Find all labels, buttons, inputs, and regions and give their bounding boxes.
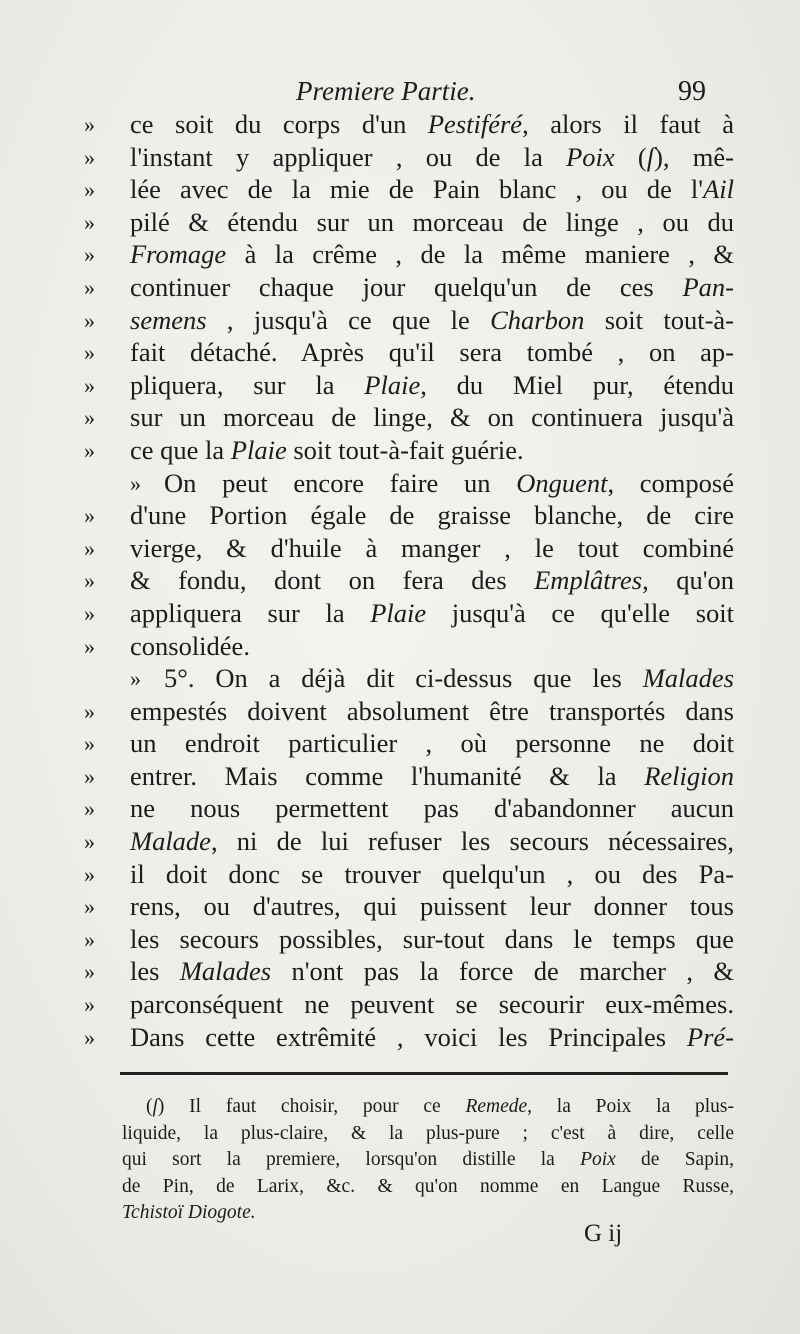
text-line: [84, 108, 734, 141]
italic-text: ſ: [152, 1096, 158, 1117]
text-line: [84, 564, 734, 597]
text-segment: fait détaché. Après qu'il sera tombé , on ap-: [130, 337, 734, 368]
text-segment: l'instant y appliquer , ou de la: [130, 141, 567, 172]
line-text: [130, 173, 734, 206]
line-text: [130, 597, 734, 630]
italic-text: Poix: [566, 141, 615, 172]
quote-mark: »: [84, 307, 95, 333]
quote-mark: »: [84, 796, 95, 822]
page-number: 99: [678, 76, 706, 107]
text-segment: , composé: [607, 467, 734, 498]
text-segment: ne nous permettent pas d'abandonner aucun: [130, 793, 734, 824]
line-text: [130, 271, 734, 304]
quote-mark: »: [84, 763, 95, 789]
italic-text: Malades: [642, 663, 734, 694]
footnote-line: [122, 1174, 734, 1201]
text-segment: , jusqu'à ce que le: [206, 304, 491, 335]
text-line: [84, 955, 734, 988]
quote-mark: »: [84, 894, 95, 920]
text-segment: vierge, & d'huile à manger , le tout combiné: [130, 532, 734, 563]
text-segment: soit tout-à-fait guérie.: [286, 434, 524, 465]
italic-text: Religion: [644, 760, 734, 791]
quote-mark: »: [84, 209, 95, 235]
text-line: [84, 434, 734, 467]
text-segment: ce soit du corps d'un: [130, 109, 428, 139]
text-segment: entrer. Mais comme l'humanité & la: [130, 760, 645, 791]
text-line: [84, 369, 734, 402]
text-segment: parconséquent ne peuvent se secourir eux-mêmes.: [130, 989, 734, 1020]
italic-text: Emplâtres: [534, 565, 643, 596]
line-text: [130, 401, 734, 434]
quote-mark: »: [84, 274, 95, 300]
line-text: [130, 727, 734, 760]
italic-text: Poix: [580, 1149, 616, 1170]
text-segment: à la crême , de la même maniere , &: [226, 239, 734, 270]
text-segment: ce que la: [130, 434, 231, 465]
line-text: [130, 890, 734, 923]
italic-text: Charbon: [490, 304, 585, 335]
line-text: [130, 760, 734, 793]
quote-mark: »: [84, 405, 95, 431]
text-segment: de Pin, de Larix, &c. & qu'on nomme en Langue Russe,: [122, 1175, 734, 1197]
italic-text: semens: [130, 304, 207, 335]
quote-mark: »: [84, 829, 95, 855]
text-segment: pliquera, sur la: [130, 369, 365, 400]
line-text: [130, 532, 734, 565]
quote-mark: »: [84, 1024, 95, 1050]
text-segment: ) Il faut choisir, pour ce: [157, 1096, 466, 1117]
text-segment: pilé & étendu sur un morceau de linge , ou du: [130, 206, 734, 237]
text-segment: lée avec de la mie de Pain blanc , ou de l': [130, 174, 704, 205]
quote-mark: »: [84, 340, 95, 366]
text-segment: appliquera sur la: [130, 597, 371, 628]
text-segment: un endroit particulier , où personne ne doit: [130, 728, 734, 759]
text-segment: continuer chaque jour quelqu'un de ces: [130, 271, 683, 302]
line-text: [130, 141, 734, 174]
italic-text: Fromage: [130, 239, 227, 270]
line-text: [130, 369, 734, 402]
line-text: [130, 858, 734, 891]
italic-text: Onguent: [516, 467, 608, 498]
italic-text: Plaie: [230, 434, 287, 465]
text-segment: On peut encore faire un: [164, 467, 517, 498]
text-segment: , ni de lui refuser les secours nécessaires,: [210, 826, 734, 857]
text-line: [84, 760, 734, 793]
quote-mark: »: [84, 731, 95, 757]
italic-text: ſ: [646, 141, 655, 172]
quote-mark: »: [84, 144, 95, 170]
text-segment: jusqu'à ce qu'elle soit: [426, 597, 734, 628]
footnote: [122, 1094, 734, 1227]
quote-mark: »: [84, 698, 95, 724]
line-text: [130, 564, 734, 597]
line-text: [130, 792, 734, 825]
text-segment: Dans cette extrêmité , voici les Principales: [130, 1021, 687, 1052]
text-segment: & fondu, dont on fera des: [130, 565, 535, 596]
quote-mark: »: [84, 861, 95, 887]
text-line: [84, 988, 734, 1021]
text-segment: soit tout-à-: [584, 304, 734, 335]
text-segment: rens, ou d'autres, qui puissent leur donner tous: [130, 891, 734, 922]
quote-mark: »: [84, 633, 95, 659]
quote-mark: »: [84, 503, 95, 529]
line-text: [130, 238, 734, 271]
text-segment: , alors il faut à: [522, 109, 734, 139]
text-line: [84, 662, 734, 695]
quote-mark: »: [84, 926, 95, 952]
italic-text: Pré-: [686, 1021, 734, 1052]
quote-mark: »: [130, 666, 141, 692]
quote-mark: »: [84, 242, 95, 268]
line-text: [130, 336, 734, 369]
text-line: [84, 825, 734, 858]
quote-mark: »: [84, 372, 95, 398]
text-segment: , la Poix la plus-: [527, 1096, 734, 1117]
text-line: [84, 467, 734, 500]
text-line: [84, 727, 734, 760]
text-segment: , qu'on: [642, 565, 734, 596]
line-text: [130, 206, 734, 239]
quote-mark: »: [84, 177, 95, 203]
quote-mark: »: [84, 568, 95, 594]
text-segment: ), mê-: [654, 141, 735, 172]
text-line: [84, 206, 734, 239]
text-segment: les secours possibles, sur-tout dans le temps que: [130, 923, 734, 954]
text-line: [84, 141, 734, 174]
text-segment: d'une Portion égale de graisse blanche, de cire: [130, 500, 734, 531]
text-line: [84, 695, 734, 728]
quote-mark: »: [84, 535, 95, 561]
text-line: [84, 890, 734, 923]
text-line: [84, 597, 734, 630]
running-title: Premiere Partie.: [296, 76, 476, 106]
text-line: [84, 336, 734, 369]
line-text: [130, 108, 734, 141]
footnote-line: [122, 1094, 734, 1121]
italic-text: Remede: [465, 1096, 528, 1117]
text-line: [84, 532, 734, 565]
signature-mark: G ij: [584, 1220, 623, 1247]
text-line: [84, 923, 734, 956]
text-segment: qui sort la premiere, lorsqu'on distille la: [122, 1149, 581, 1170]
line-text: [130, 1021, 734, 1054]
line-text: [130, 825, 734, 858]
text-segment: empestés doivent absolument être transportés dans: [130, 695, 734, 726]
text-segment: les: [130, 956, 180, 987]
italic-text: Tchistoï Diogote.: [122, 1202, 256, 1223]
line-text: [130, 499, 734, 532]
italic-text: Plaie: [364, 369, 421, 400]
text-line: [84, 173, 734, 206]
italic-text: Ail: [703, 174, 734, 205]
italic-text: Plaie: [370, 597, 427, 628]
line-text: [164, 662, 734, 695]
quote-mark: »: [84, 959, 95, 985]
text-segment: consolidée.: [130, 630, 250, 661]
footnote-line: [122, 1121, 734, 1148]
text-line: [84, 401, 734, 434]
text-line: [84, 238, 734, 271]
line-text: [130, 955, 734, 988]
line-text: [130, 304, 734, 337]
quote-mark: »: [84, 437, 95, 463]
running-header: [296, 76, 706, 110]
line-text: [130, 630, 734, 663]
text-line: [84, 499, 734, 532]
line-text: [130, 988, 734, 1021]
quote-mark: »: [84, 992, 95, 1018]
line-text: [130, 695, 734, 728]
text-line: [84, 858, 734, 891]
footnote-line: [122, 1147, 734, 1174]
text-segment: n'ont pas la force de marcher , &: [271, 956, 734, 987]
text-segment: 5°. On a déjà dit ci-dessus que les: [164, 663, 643, 694]
italic-text: Malade: [130, 826, 211, 857]
text-segment: sur un morceau de linge, & on continuera jusqu'à: [130, 402, 734, 433]
footnote-line: [122, 1200, 734, 1227]
line-text: [164, 467, 734, 500]
text-segment: liquide, la plus-claire, & la plus-pure ; c'est à dire, celle: [122, 1122, 734, 1144]
text-line: [84, 1021, 734, 1054]
quote-mark: »: [84, 600, 95, 626]
text-segment: , du Miel pur, étendu: [420, 369, 734, 400]
text-line: [84, 271, 734, 304]
italic-text: Pestiféré: [427, 109, 523, 139]
italic-text: Pan-: [682, 271, 734, 302]
text-line: [84, 630, 734, 663]
text-segment: (: [146, 1096, 153, 1117]
line-text: [130, 434, 734, 467]
footnote-rule: [120, 1072, 728, 1075]
italic-text: Malades: [179, 956, 272, 987]
text-segment: (: [614, 141, 647, 172]
text-line: [84, 792, 734, 825]
text-line: [84, 304, 734, 337]
quote-mark: »: [84, 112, 95, 137]
text-segment: de Sapin,: [615, 1149, 734, 1170]
line-text: [130, 923, 734, 956]
quote-mark: »: [130, 470, 141, 496]
body-text: [84, 108, 734, 1053]
text-segment: il doit donc se trouver quelqu'un , ou des Pa-: [130, 858, 734, 889]
